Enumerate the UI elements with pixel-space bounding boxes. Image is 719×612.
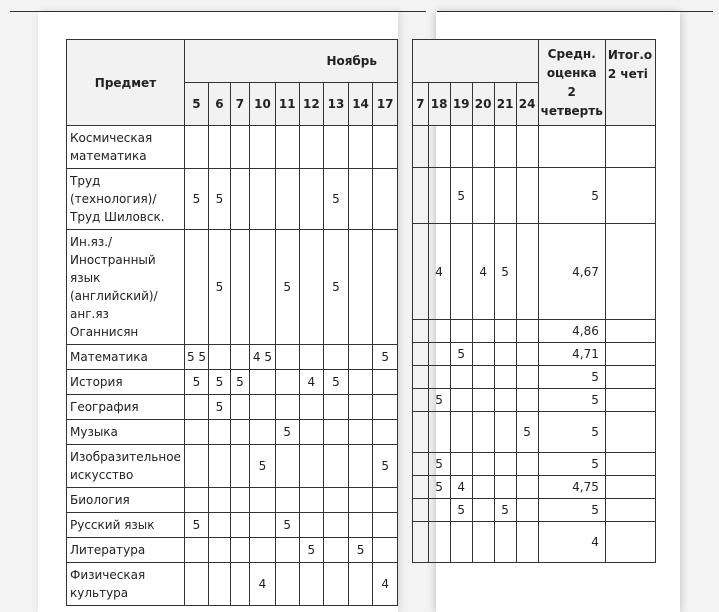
grade-cell	[184, 488, 208, 513]
grade-cell: 5	[209, 370, 231, 395]
grade-cell	[472, 320, 494, 343]
grade-cell	[373, 370, 398, 395]
grade-cell	[250, 126, 276, 169]
grade-cell	[324, 345, 349, 370]
grade-cell	[494, 453, 516, 476]
grade-cell	[494, 343, 516, 366]
table-row	[413, 453, 656, 476]
grade-cell	[209, 513, 231, 538]
grade-cell	[348, 230, 373, 345]
grade-cell: 5	[275, 420, 299, 445]
grade-cell	[299, 513, 324, 538]
grade-cell	[348, 345, 373, 370]
grade-cell	[516, 126, 538, 168]
grade-cell: 5	[275, 513, 299, 538]
final-grade	[605, 389, 655, 412]
grade-cell	[373, 488, 398, 513]
grade-cell	[373, 420, 398, 445]
grade-cell	[413, 476, 429, 499]
grade-cell: 4	[428, 224, 450, 320]
grade-cell	[348, 126, 373, 169]
average-grade: 5	[538, 453, 605, 476]
average-grade: 5	[538, 499, 605, 522]
grade-cell	[494, 320, 516, 343]
day-header: 5	[184, 83, 208, 126]
grade-cell	[472, 522, 494, 563]
grade-cell	[299, 345, 324, 370]
grade-cell	[209, 126, 231, 169]
average-grade: 4,86	[538, 320, 605, 343]
subject-column-header: Предмет	[67, 40, 185, 126]
final-grade	[605, 224, 655, 320]
grade-cell	[250, 169, 276, 230]
grade-cell: 5	[324, 370, 349, 395]
grade-cell: 5	[428, 453, 450, 476]
grade-cell	[348, 563, 373, 606]
grade-cell	[230, 169, 249, 230]
table-row	[67, 538, 398, 563]
grade-cell: 5	[184, 370, 208, 395]
grade-cell	[516, 168, 538, 224]
table-row	[413, 126, 656, 168]
grade-cell	[373, 169, 398, 230]
subject-name: Музыка	[67, 420, 185, 445]
day-header: 10	[250, 83, 276, 126]
grade-cell: 5	[299, 538, 324, 563]
grade-cell	[250, 538, 276, 563]
final-grade	[605, 366, 655, 389]
grade-cell	[472, 343, 494, 366]
table-row	[67, 370, 398, 395]
grade-cell	[373, 538, 398, 563]
subject-name: Русский язык	[67, 513, 185, 538]
grade-cell: 5	[450, 343, 472, 366]
grade-cell	[275, 563, 299, 606]
page-left	[38, 12, 398, 612]
subject-name: География	[67, 395, 185, 420]
grade-cell: 5	[184, 169, 208, 230]
grade-cell: 4	[250, 563, 276, 606]
table-row	[413, 389, 656, 412]
grade-cell	[230, 538, 249, 563]
grade-cell	[209, 420, 231, 445]
grade-cell	[472, 126, 494, 168]
average-grade: 5	[538, 366, 605, 389]
grade-cell: 5	[209, 169, 231, 230]
subject-name: Математика	[67, 345, 185, 370]
average-grade: 4	[538, 522, 605, 563]
grade-cell	[472, 453, 494, 476]
grade-cell: 5	[230, 370, 249, 395]
grade-cell	[450, 126, 472, 168]
grade-cell	[209, 538, 231, 563]
final-grade	[605, 412, 655, 453]
grade-cell: 5 5	[184, 345, 208, 370]
grade-cell	[209, 563, 231, 606]
grade-cell	[209, 488, 231, 513]
grade-cell	[348, 395, 373, 420]
day-header: 21	[494, 83, 516, 126]
grade-cell	[450, 412, 472, 453]
grade-cell: 5	[250, 445, 276, 488]
grade-cell	[250, 395, 276, 420]
table-row	[413, 320, 656, 343]
grade-cell	[324, 563, 349, 606]
grade-cell	[184, 230, 208, 345]
table-row	[67, 230, 398, 345]
grade-cell	[516, 343, 538, 366]
grade-cell	[324, 513, 349, 538]
table-row	[413, 412, 656, 453]
grade-cell	[209, 345, 231, 370]
grade-cell	[413, 168, 429, 224]
grade-cell	[275, 370, 299, 395]
grade-cell	[516, 499, 538, 522]
grade-cell	[299, 563, 324, 606]
grade-cell: 5	[348, 538, 373, 563]
grade-cell	[428, 343, 450, 366]
grade-cell	[450, 366, 472, 389]
grade-cell	[299, 230, 324, 345]
grade-cell: 4 5	[250, 345, 276, 370]
grade-cell: 4	[450, 476, 472, 499]
grade-cell: 5	[209, 395, 231, 420]
grade-cell	[209, 445, 231, 488]
grade-cell: 5	[494, 224, 516, 320]
table-row	[67, 513, 398, 538]
grade-cell: 5	[209, 230, 231, 345]
grade-cell	[494, 389, 516, 412]
grade-cell	[250, 420, 276, 445]
grade-cell	[516, 522, 538, 563]
average-grade: 4,67	[538, 224, 605, 320]
average-grade: 5	[538, 412, 605, 453]
grade-cell	[450, 522, 472, 563]
grade-cell	[230, 488, 249, 513]
grade-cell	[324, 395, 349, 420]
day-header: 11	[275, 83, 299, 126]
grade-cell	[428, 499, 450, 522]
table-row	[67, 445, 398, 488]
grade-cell: 5	[373, 445, 398, 488]
day-header: 17	[373, 83, 398, 126]
grade-cell	[373, 395, 398, 420]
final-grade	[605, 476, 655, 499]
grade-cell	[299, 126, 324, 169]
grade-cell: 5	[324, 169, 349, 230]
grade-cell	[516, 320, 538, 343]
grade-cell	[516, 453, 538, 476]
average-grade: 5	[538, 389, 605, 412]
grade-cell	[472, 366, 494, 389]
grade-cell	[413, 343, 429, 366]
grade-cell	[230, 513, 249, 538]
table-row	[67, 488, 398, 513]
grade-cell	[275, 445, 299, 488]
grade-cell	[250, 370, 276, 395]
grade-cell	[516, 224, 538, 320]
final-grade	[605, 168, 655, 224]
grade-cell	[428, 522, 450, 563]
table-row	[413, 168, 656, 224]
grade-cell	[184, 563, 208, 606]
grade-cell: 5	[428, 476, 450, 499]
final-grade	[605, 453, 655, 476]
average-grade: 4,71	[538, 343, 605, 366]
grade-cell: 5	[275, 230, 299, 345]
final-grade-header: Итог.о 2 четі	[605, 40, 655, 126]
grade-cell	[250, 230, 276, 345]
final-grade	[605, 343, 655, 366]
grade-cell	[230, 230, 249, 345]
table-row	[67, 420, 398, 445]
grade-cell	[230, 395, 249, 420]
grade-cell: 4	[299, 370, 324, 395]
grade-cell	[324, 488, 349, 513]
subject-name: Изобразительное искусство	[67, 445, 185, 488]
grade-cell	[275, 395, 299, 420]
grade-cell	[348, 488, 373, 513]
grade-cell	[250, 488, 276, 513]
grade-cell: 5	[324, 230, 349, 345]
grade-cell	[413, 366, 429, 389]
final-grade	[605, 522, 655, 563]
page-right	[416, 12, 680, 612]
grade-cell	[450, 389, 472, 412]
table-row	[67, 345, 398, 370]
subject-name: Литература	[67, 538, 185, 563]
grade-cell	[450, 320, 472, 343]
table-row	[67, 169, 398, 230]
grade-cell: 5	[428, 389, 450, 412]
subject-name: Ин.яз./ Иностранный язык (английский)/ анг.яз Оганнисян	[67, 230, 185, 345]
grade-cell	[472, 476, 494, 499]
grade-cell	[348, 445, 373, 488]
grade-cell	[275, 126, 299, 169]
table-row	[413, 476, 656, 499]
grade-cell	[516, 366, 538, 389]
grade-cell	[428, 412, 450, 453]
day-header: 12	[299, 83, 324, 126]
grade-cell: 5	[494, 499, 516, 522]
subject-name: Космическая математика	[67, 126, 185, 169]
grade-cell	[450, 453, 472, 476]
grade-cell	[324, 445, 349, 488]
average-grade: 5	[538, 168, 605, 224]
grade-cell	[413, 453, 429, 476]
table-row	[413, 522, 656, 563]
table-row	[413, 224, 656, 320]
grade-cell	[348, 169, 373, 230]
grade-cell	[230, 420, 249, 445]
grade-cell	[299, 395, 324, 420]
day-header: 13	[324, 83, 349, 126]
grade-cell	[373, 513, 398, 538]
average-grade	[538, 126, 605, 168]
grade-cell	[250, 513, 276, 538]
grade-cell	[516, 389, 538, 412]
table-row	[413, 343, 656, 366]
grade-cell	[275, 488, 299, 513]
average-grade-header: Средн. оценка 2 четверть	[538, 40, 605, 126]
grade-cell	[230, 563, 249, 606]
grade-cell	[275, 169, 299, 230]
grade-cell	[230, 126, 249, 169]
grade-cell	[184, 126, 208, 169]
grades-table-left	[66, 39, 398, 606]
grade-cell: 5	[373, 345, 398, 370]
grade-cell	[428, 366, 450, 389]
day-header: 7	[413, 83, 429, 126]
grade-cell	[324, 420, 349, 445]
grade-cell	[472, 499, 494, 522]
grade-cell	[373, 230, 398, 345]
grade-cell	[348, 420, 373, 445]
grade-cell	[348, 370, 373, 395]
month-header-continued	[413, 40, 539, 83]
table-row	[413, 499, 656, 522]
grade-cell	[428, 126, 450, 168]
table-row	[67, 563, 398, 606]
grade-cell	[348, 513, 373, 538]
grade-cell	[472, 389, 494, 412]
average-grade: 4,75	[538, 476, 605, 499]
grade-cell	[413, 224, 429, 320]
grade-cell	[324, 538, 349, 563]
grade-cell: 5	[184, 513, 208, 538]
grade-cell	[413, 389, 429, 412]
grade-cell	[413, 522, 429, 563]
grade-cell	[184, 395, 208, 420]
grade-cell	[299, 420, 324, 445]
final-grade	[605, 126, 655, 168]
grade-cell	[230, 445, 249, 488]
grade-cell: 5	[450, 499, 472, 522]
subject-name: Труд (технология)/ Труд Шиловск.	[67, 169, 185, 230]
grade-cell: 5	[450, 168, 472, 224]
grade-cell: 4	[373, 563, 398, 606]
grade-cell	[275, 538, 299, 563]
table-row	[413, 366, 656, 389]
grade-cell	[413, 320, 429, 343]
table-row	[67, 126, 398, 169]
grade-cell	[184, 538, 208, 563]
grade-cell	[230, 345, 249, 370]
final-grade	[605, 320, 655, 343]
grade-cell	[413, 499, 429, 522]
grade-cell	[299, 445, 324, 488]
grade-cell	[516, 476, 538, 499]
grade-cell	[184, 420, 208, 445]
grade-cell	[324, 126, 349, 169]
day-header: 18	[428, 83, 450, 126]
month-header: Ноябрь	[184, 40, 397, 83]
grade-cell	[428, 320, 450, 343]
table-row	[67, 395, 398, 420]
grade-cell: 4	[472, 224, 494, 320]
grade-cell	[494, 476, 516, 499]
grade-cell	[299, 488, 324, 513]
grade-cell	[494, 168, 516, 224]
grade-cell	[275, 345, 299, 370]
grade-cell	[472, 168, 494, 224]
grade-cell	[373, 126, 398, 169]
grade-cell	[472, 412, 494, 453]
grade-cell	[413, 412, 429, 453]
final-grade	[605, 499, 655, 522]
grade-cell	[450, 224, 472, 320]
grade-cell	[184, 445, 208, 488]
subject-name: Физическая культура	[67, 563, 185, 606]
grade-cell	[494, 412, 516, 453]
grade-cell: 5	[516, 412, 538, 453]
grade-cell	[299, 169, 324, 230]
grades-table-right	[412, 39, 656, 563]
subject-name: Биология	[67, 488, 185, 513]
subject-name: История	[67, 370, 185, 395]
grade-cell	[494, 522, 516, 563]
grade-cell	[413, 126, 429, 168]
grade-cell	[494, 366, 516, 389]
day-header: 14	[348, 83, 373, 126]
grade-cell	[428, 168, 450, 224]
day-header: 20	[472, 83, 494, 126]
day-header: 24	[516, 83, 538, 126]
day-header: 6	[209, 83, 231, 126]
day-header: 19	[450, 83, 472, 126]
day-header: 7	[230, 83, 249, 126]
grade-cell	[494, 126, 516, 168]
